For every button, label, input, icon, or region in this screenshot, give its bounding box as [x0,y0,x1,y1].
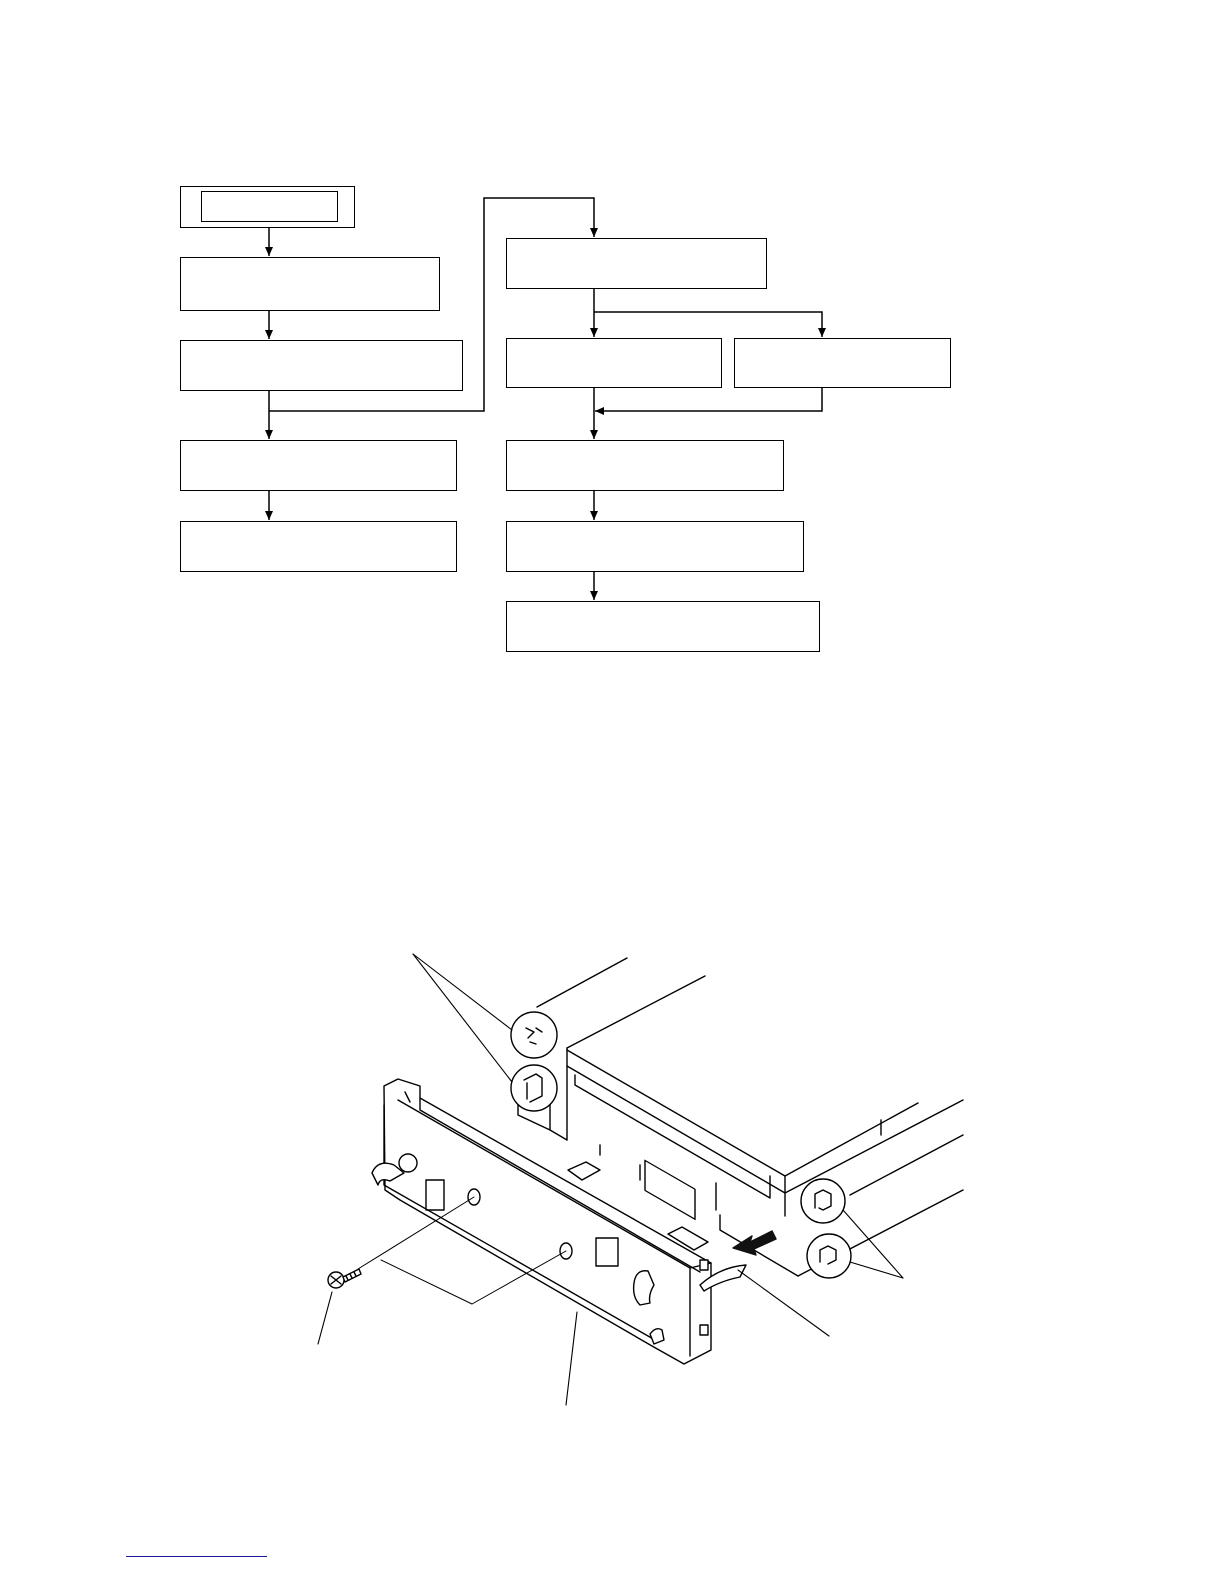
front-bracket [372,1079,711,1364]
footer-link-underline[interactable] [126,1556,267,1557]
leader-claws-right-1 [843,1210,903,1278]
claw-circle-right-2 [807,1234,851,1278]
leader-flat-cable [738,1270,829,1336]
claw-circle-top-1 [511,1012,557,1058]
claw-circle-top-2 [511,1065,557,1111]
leader-claws-right-2 [850,1262,903,1278]
leader-screw [318,1292,332,1344]
pull-arrow-icon [733,1231,776,1255]
leader-bracket [566,1312,577,1405]
claw-circle-right-1 [801,1179,845,1223]
screw-icon [328,1269,361,1288]
